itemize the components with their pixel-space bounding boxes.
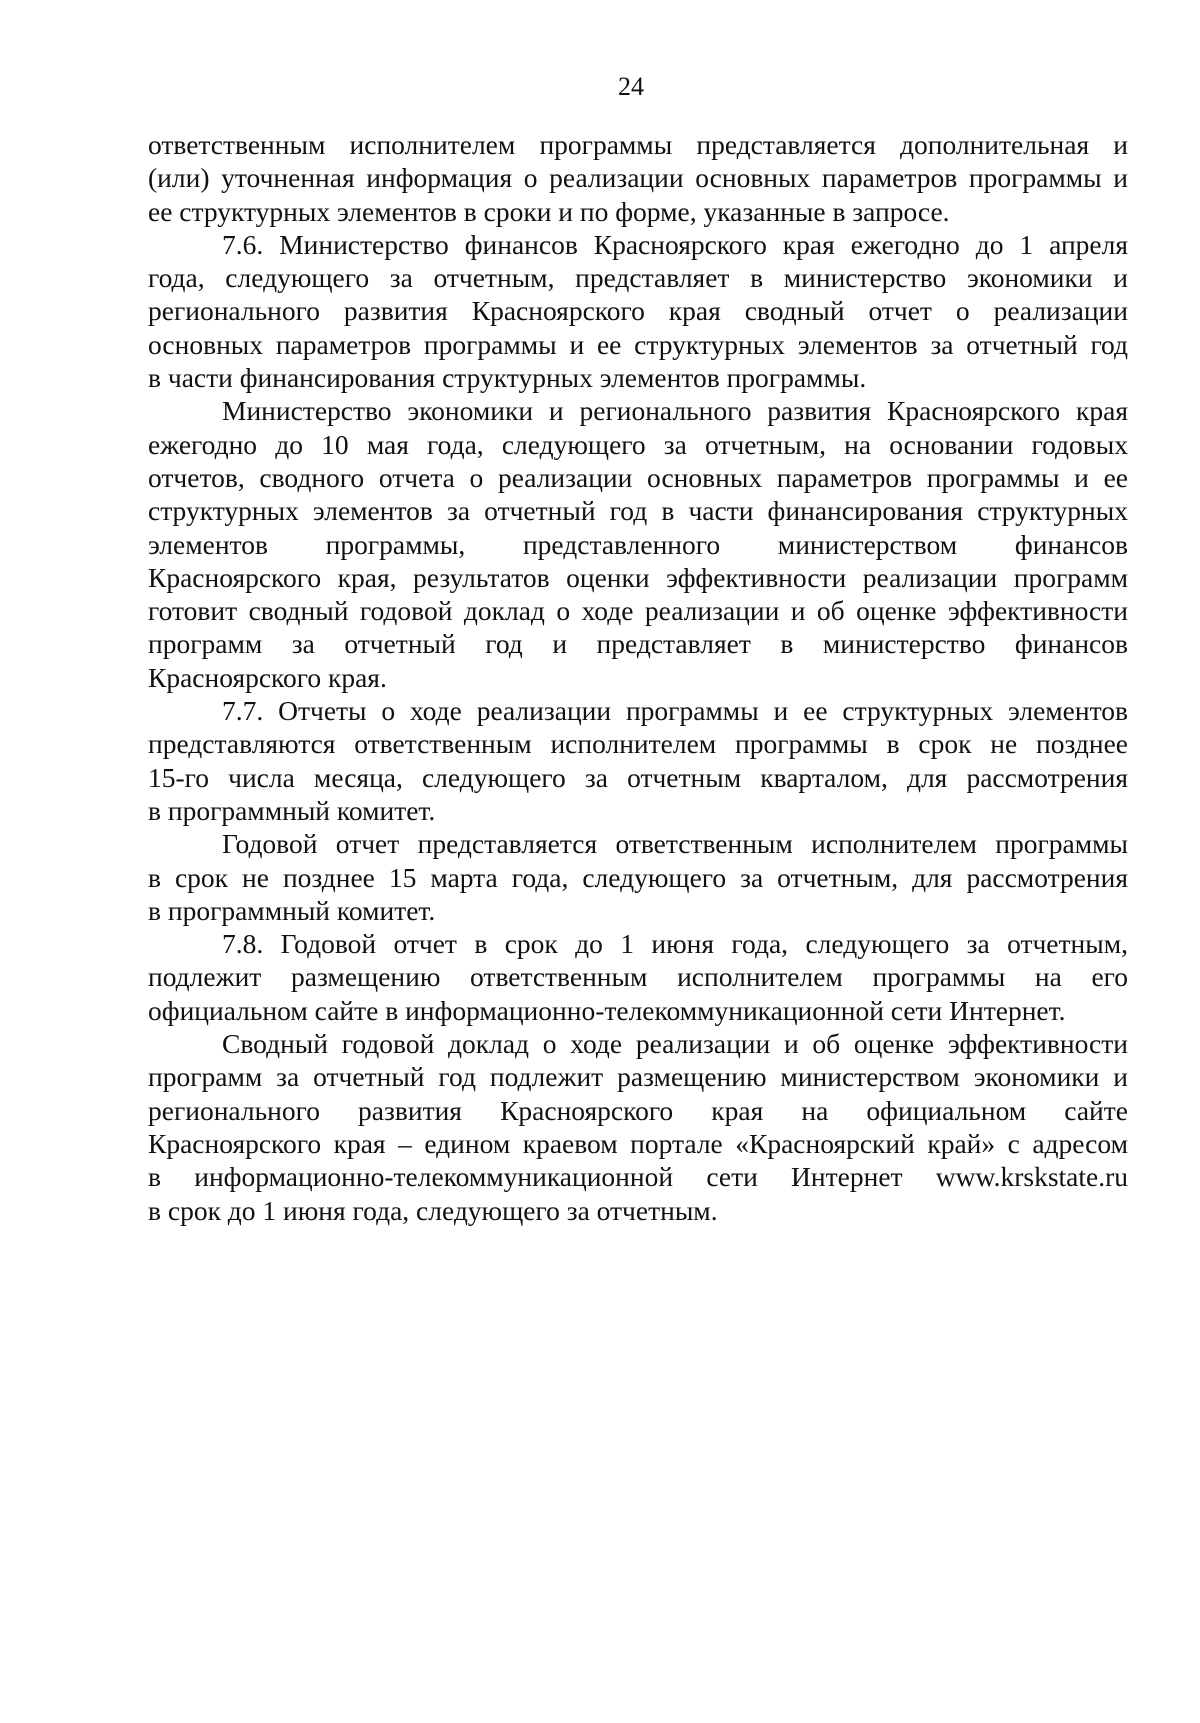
text-line: регионального развития Красноярского края на официальном сайте [148,1094,1128,1126]
text-line: (или) уточненная информация о реализации основных параметров программы и [148,162,1128,194]
text-line: 7.7. Отчеты о ходе реализации программы и ее структурных элементов [222,695,1128,727]
text-line: Красноярского края. [148,661,387,693]
paragraph-7-7 [148,694,1128,827]
text-line: Годовой отчет представляется ответственным исполнителем программы [222,828,1128,860]
document-body [148,128,1128,1227]
paragraph-7-6 [148,228,1128,394]
text-line: программ за отчетный год и представляет в министерство финансов [148,628,1128,660]
text-line: в срок до 1 июня года, следующего за отчетным. [148,1194,718,1226]
text-line: готовит сводный годовой доклад о ходе реализации и об оценке эффективности [148,595,1128,627]
text-line: 15-го числа месяца, следующего за отчетным кварталом, для рассмотрения [148,761,1128,793]
paragraph-7-8 [148,927,1128,1027]
text-line: ее структурных элементов в сроки и по форме, указанные в запросе. [148,195,950,227]
text-line: подлежит размещению ответственным исполнителем программы на его [148,961,1128,993]
text-line: 7.6. Министерство финансов Красноярского края ежегодно до 1 апреля [222,228,1128,260]
text-line: структурных элементов за отчетный год в части финансирования структурных [148,495,1128,527]
text-line: в срок не позднее 15 марта года, следующего за отчетным, для рассмотрения [148,861,1128,893]
text-line: в информационно-телекоммуникационной сети Интернет www.krskstate.ru [148,1161,1128,1193]
paragraph-annual-report [148,827,1128,927]
text-line: года, следующего за отчетным, представляет в министерство экономики и [148,262,1128,294]
text-line: основных параметров программы и ее структурных элементов за отчетный год [148,328,1128,360]
text-line: элементов программы, представленного министерством финансов [148,528,1128,560]
paragraph-summary-report [148,1027,1128,1227]
text-line: Сводный годовой доклад о ходе реализации и об оценке эффективности [222,1028,1128,1060]
text-line: ежегодно до 10 мая года, следующего за отчетным, на основании годовых [148,428,1128,460]
paragraph-ministry-economy [148,394,1128,694]
text-line: представляются ответственным исполнителем программы в срок не позднее [148,728,1128,760]
text-line: официальном сайте в информационно-телекоммуникационной сети Интернет. [148,994,1066,1026]
page-number: 24 [618,72,644,101]
text-line: в программный комитет. [148,794,436,826]
paragraph-continuation [148,128,1128,228]
text-line: Красноярского края, результатов оценки эффективности реализации программ [148,561,1128,593]
text-line: программ за отчетный год подлежит размещению министерством экономики и [148,1061,1128,1093]
text-line: отчетов, сводного отчета о реализации основных параметров программы и ее [148,461,1128,493]
text-line: 7.8. Годовой отчет в срок до 1 июня года, следующего за отчетным, [222,928,1128,960]
text-line: Красноярского края – едином краевом портале «Красноярский край» с адресом [148,1127,1128,1159]
text-line: ответственным исполнителем программы представляется дополнительная и [148,129,1128,160]
text-line: Министерство экономики и регионального развития Красноярского края [222,395,1128,427]
text-line: в программный комитет. [148,894,436,926]
text-line: в части финансирования структурных элементов программы. [148,362,867,394]
text-line: регионального развития Красноярского края сводный отчет о реализации [148,295,1128,327]
